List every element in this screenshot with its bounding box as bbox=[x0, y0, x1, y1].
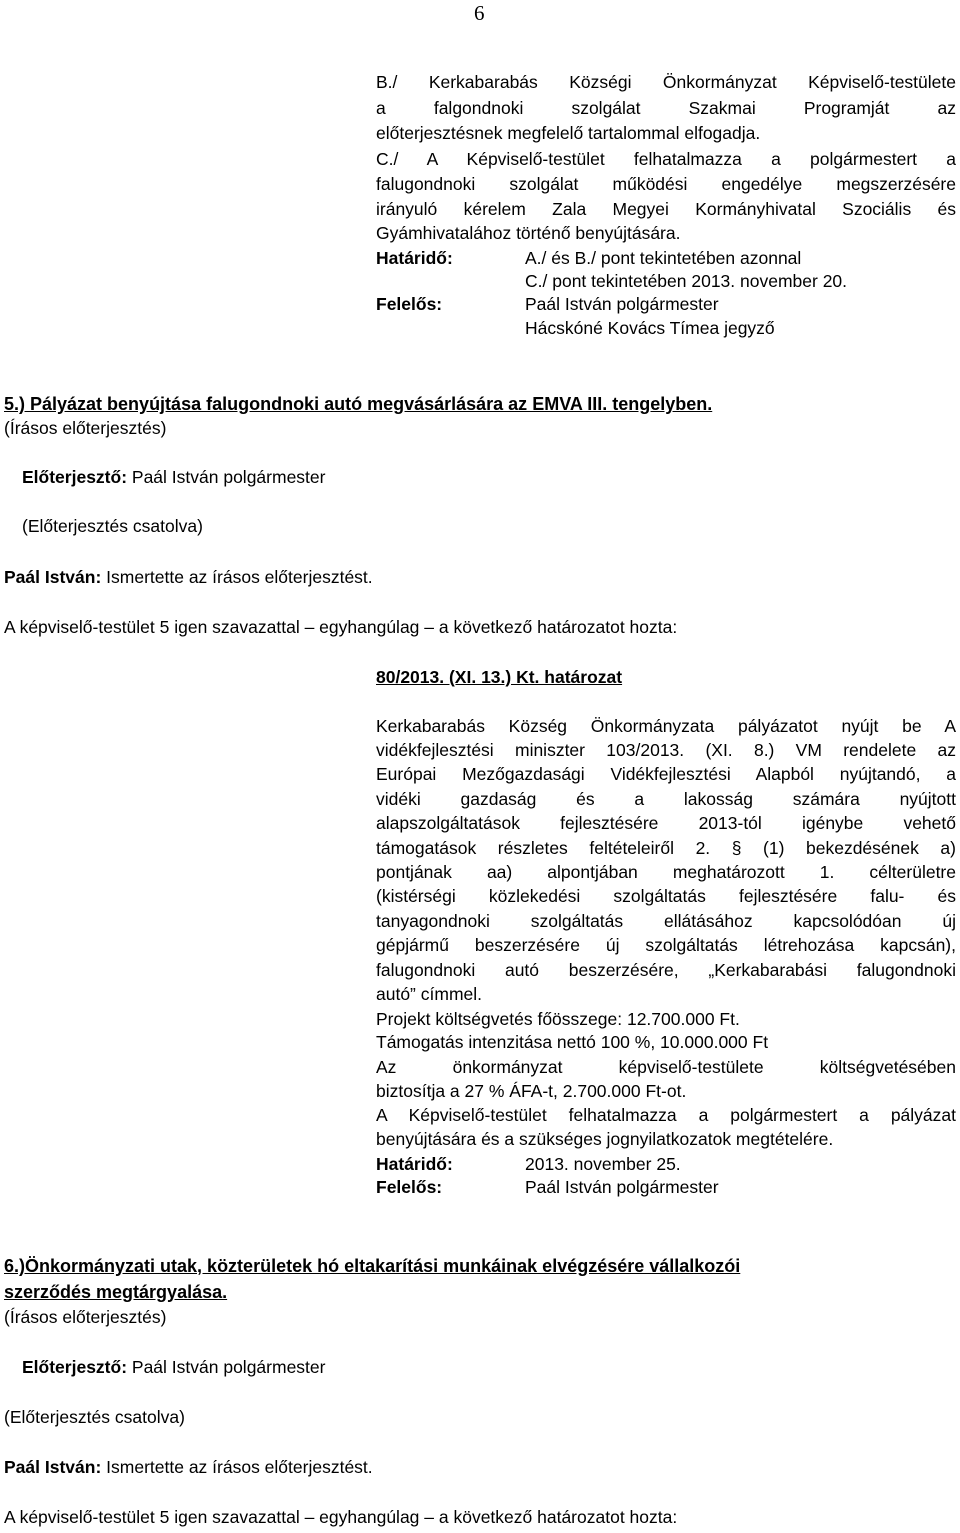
own-contribution-line: biztosítja a 27 % ÁFA-t, 2.700.000 Ft-ot. bbox=[376, 1081, 687, 1101]
presenter-name: Paál István polgármester bbox=[131, 467, 326, 487]
paragraph-line: vidékfejlesztési miniszter 103/2013. (XI. 8.) VM rendelete az bbox=[376, 740, 956, 760]
deadline-label: Határidő: bbox=[376, 1154, 453, 1174]
page-number: 6 bbox=[474, 1, 485, 25]
paragraph-line: C./ A Képviselő-testület felhatalmazza a polgármestert a bbox=[376, 149, 956, 169]
responsible-label: Felelős: bbox=[376, 1177, 443, 1197]
section-heading-continued: szerződés megtárgyalása. bbox=[4, 1282, 228, 1302]
presenter-label: Előterjesztő: bbox=[22, 1357, 128, 1377]
authorization-line: A Képviselő-testület felhatalmazza a polgármestert a pályázat bbox=[376, 1105, 956, 1125]
paragraph-line: (kistérségi közlekedési szolgáltatás fejlesztésére falu- és bbox=[376, 886, 956, 906]
paragraph-line: autó” címmel. bbox=[376, 984, 482, 1004]
budget-line: Projekt költségvetés főösszege: 12.700.000 Ft. bbox=[376, 1009, 740, 1029]
presenter-line bbox=[22, 1359, 325, 1377]
paragraph-line: tanyagondnoki szolgáltatás ellátásához kapcsolódóan új bbox=[376, 911, 956, 931]
deadline-value: C./ pont tekintetében 2013. november 20. bbox=[525, 271, 848, 291]
deadline-value: 2013. november 25. bbox=[525, 1154, 681, 1174]
intensity-line: Támogatás intenzitása nettó 100 %, 10.000.000 Ft bbox=[376, 1032, 769, 1052]
paragraph-line: pontjának aa) alpontjában meghatározott 1. célterületre bbox=[376, 862, 956, 882]
paragraph-line: előterjesztésnek megfelelő tartalommal elfogadja. bbox=[376, 123, 761, 143]
responsible-label: Felelős: bbox=[376, 294, 443, 314]
responsible-value: Paál István polgármester bbox=[525, 1177, 719, 1197]
deadline-label: Határidő: bbox=[376, 248, 453, 268]
paragraph-line: irányuló kérelem Zala Megyei Kormányhivatal Szociális és bbox=[376, 199, 956, 219]
presenter-line bbox=[22, 469, 325, 487]
vote-line: A képviselő-testület 5 igen szavazattal – egyhangúlag – a következő határozatot hozta: bbox=[4, 617, 678, 637]
written-proposal-note: (Írásos előterjesztés) bbox=[4, 1307, 167, 1327]
paragraph-line: gépjármű beszerzésére új szolgáltatás létrehozása kapcsán), bbox=[376, 935, 956, 955]
presenter-name: Paál István polgármester bbox=[131, 1357, 326, 1377]
paragraph-line: támogatások részletes feltételeiről 2. § (1) bekezdésének a) bbox=[376, 838, 956, 858]
vote-line: A képviselő-testület 5 igen szavazattal – egyhangúlag – a következő határozatot hozta: bbox=[4, 1507, 678, 1527]
speaker-line bbox=[4, 569, 373, 587]
paragraph-line: Európai Mezőgazdasági Vidékfejlesztési Alapból nyújtandó, a bbox=[376, 764, 956, 784]
written-proposal-note: (Írásos előterjesztés) bbox=[4, 418, 167, 438]
paragraph-line: falugondnoki autó beszerzésére, „Kerkabarabási falugondnoki bbox=[376, 960, 956, 980]
own-contribution-line: Az önkormányzat képviselő-testülete költségvetésében bbox=[376, 1057, 956, 1077]
responsible-value: Hácskóné Kovács Tímea jegyző bbox=[525, 318, 775, 338]
presenter-label: Előterjesztő: bbox=[22, 467, 128, 487]
section-heading: 5.) Pályázat benyújtása falugondnoki autó megvásárlására az EMVA III. tengelyben. bbox=[4, 394, 713, 414]
responsible-value: Paál István polgármester bbox=[525, 294, 719, 314]
speaker-label: Paál István: bbox=[4, 1457, 102, 1477]
paragraph-line: alapszolgáltatások fejlesztésére 2013-tól igénybe vehető bbox=[376, 813, 956, 833]
paragraph-line: Kerkabarabás Község Önkormányzata pályázatot nyújt be A bbox=[376, 716, 956, 736]
resolution-title: 80/2013. (XI. 13.) Kt. határozat bbox=[376, 667, 623, 687]
speaker-text: Ismertette az írásos előterjesztést. bbox=[106, 567, 373, 587]
section-heading: 6.)Önkormányzati utak, közterületek hó eltakarítási munkáinak elvégzésére vállalkozói bbox=[4, 1256, 741, 1276]
paragraph-line: Gyámhivatalához történő benyújtására. bbox=[376, 223, 681, 243]
speaker-label: Paál István: bbox=[4, 567, 102, 587]
paragraph-line: vidéki gazdaság és a lakosság számára nyújtott bbox=[376, 789, 956, 809]
deadline-value: A./ és B./ pont tekintetében azonnal bbox=[525, 248, 802, 268]
speaker-line bbox=[4, 1459, 373, 1477]
paragraph-line: falugondnoki szolgálat működési engedélye megszerzésére bbox=[376, 174, 956, 194]
authorization-line: benyújtására és a szükséges jognyilatkozatok megtételére. bbox=[376, 1129, 834, 1149]
paragraph-line: B./ Kerkabarabás Községi Önkormányzat Képviselő-testülete bbox=[376, 72, 956, 92]
attachment-note: (Előterjesztés csatolva) bbox=[22, 516, 203, 536]
attachment-note: (Előterjesztés csatolva) bbox=[4, 1407, 185, 1427]
speaker-text: Ismertette az írásos előterjesztést. bbox=[106, 1457, 373, 1477]
paragraph-line: a falgondnoki szolgálat Szakmai Programját az bbox=[376, 98, 956, 118]
